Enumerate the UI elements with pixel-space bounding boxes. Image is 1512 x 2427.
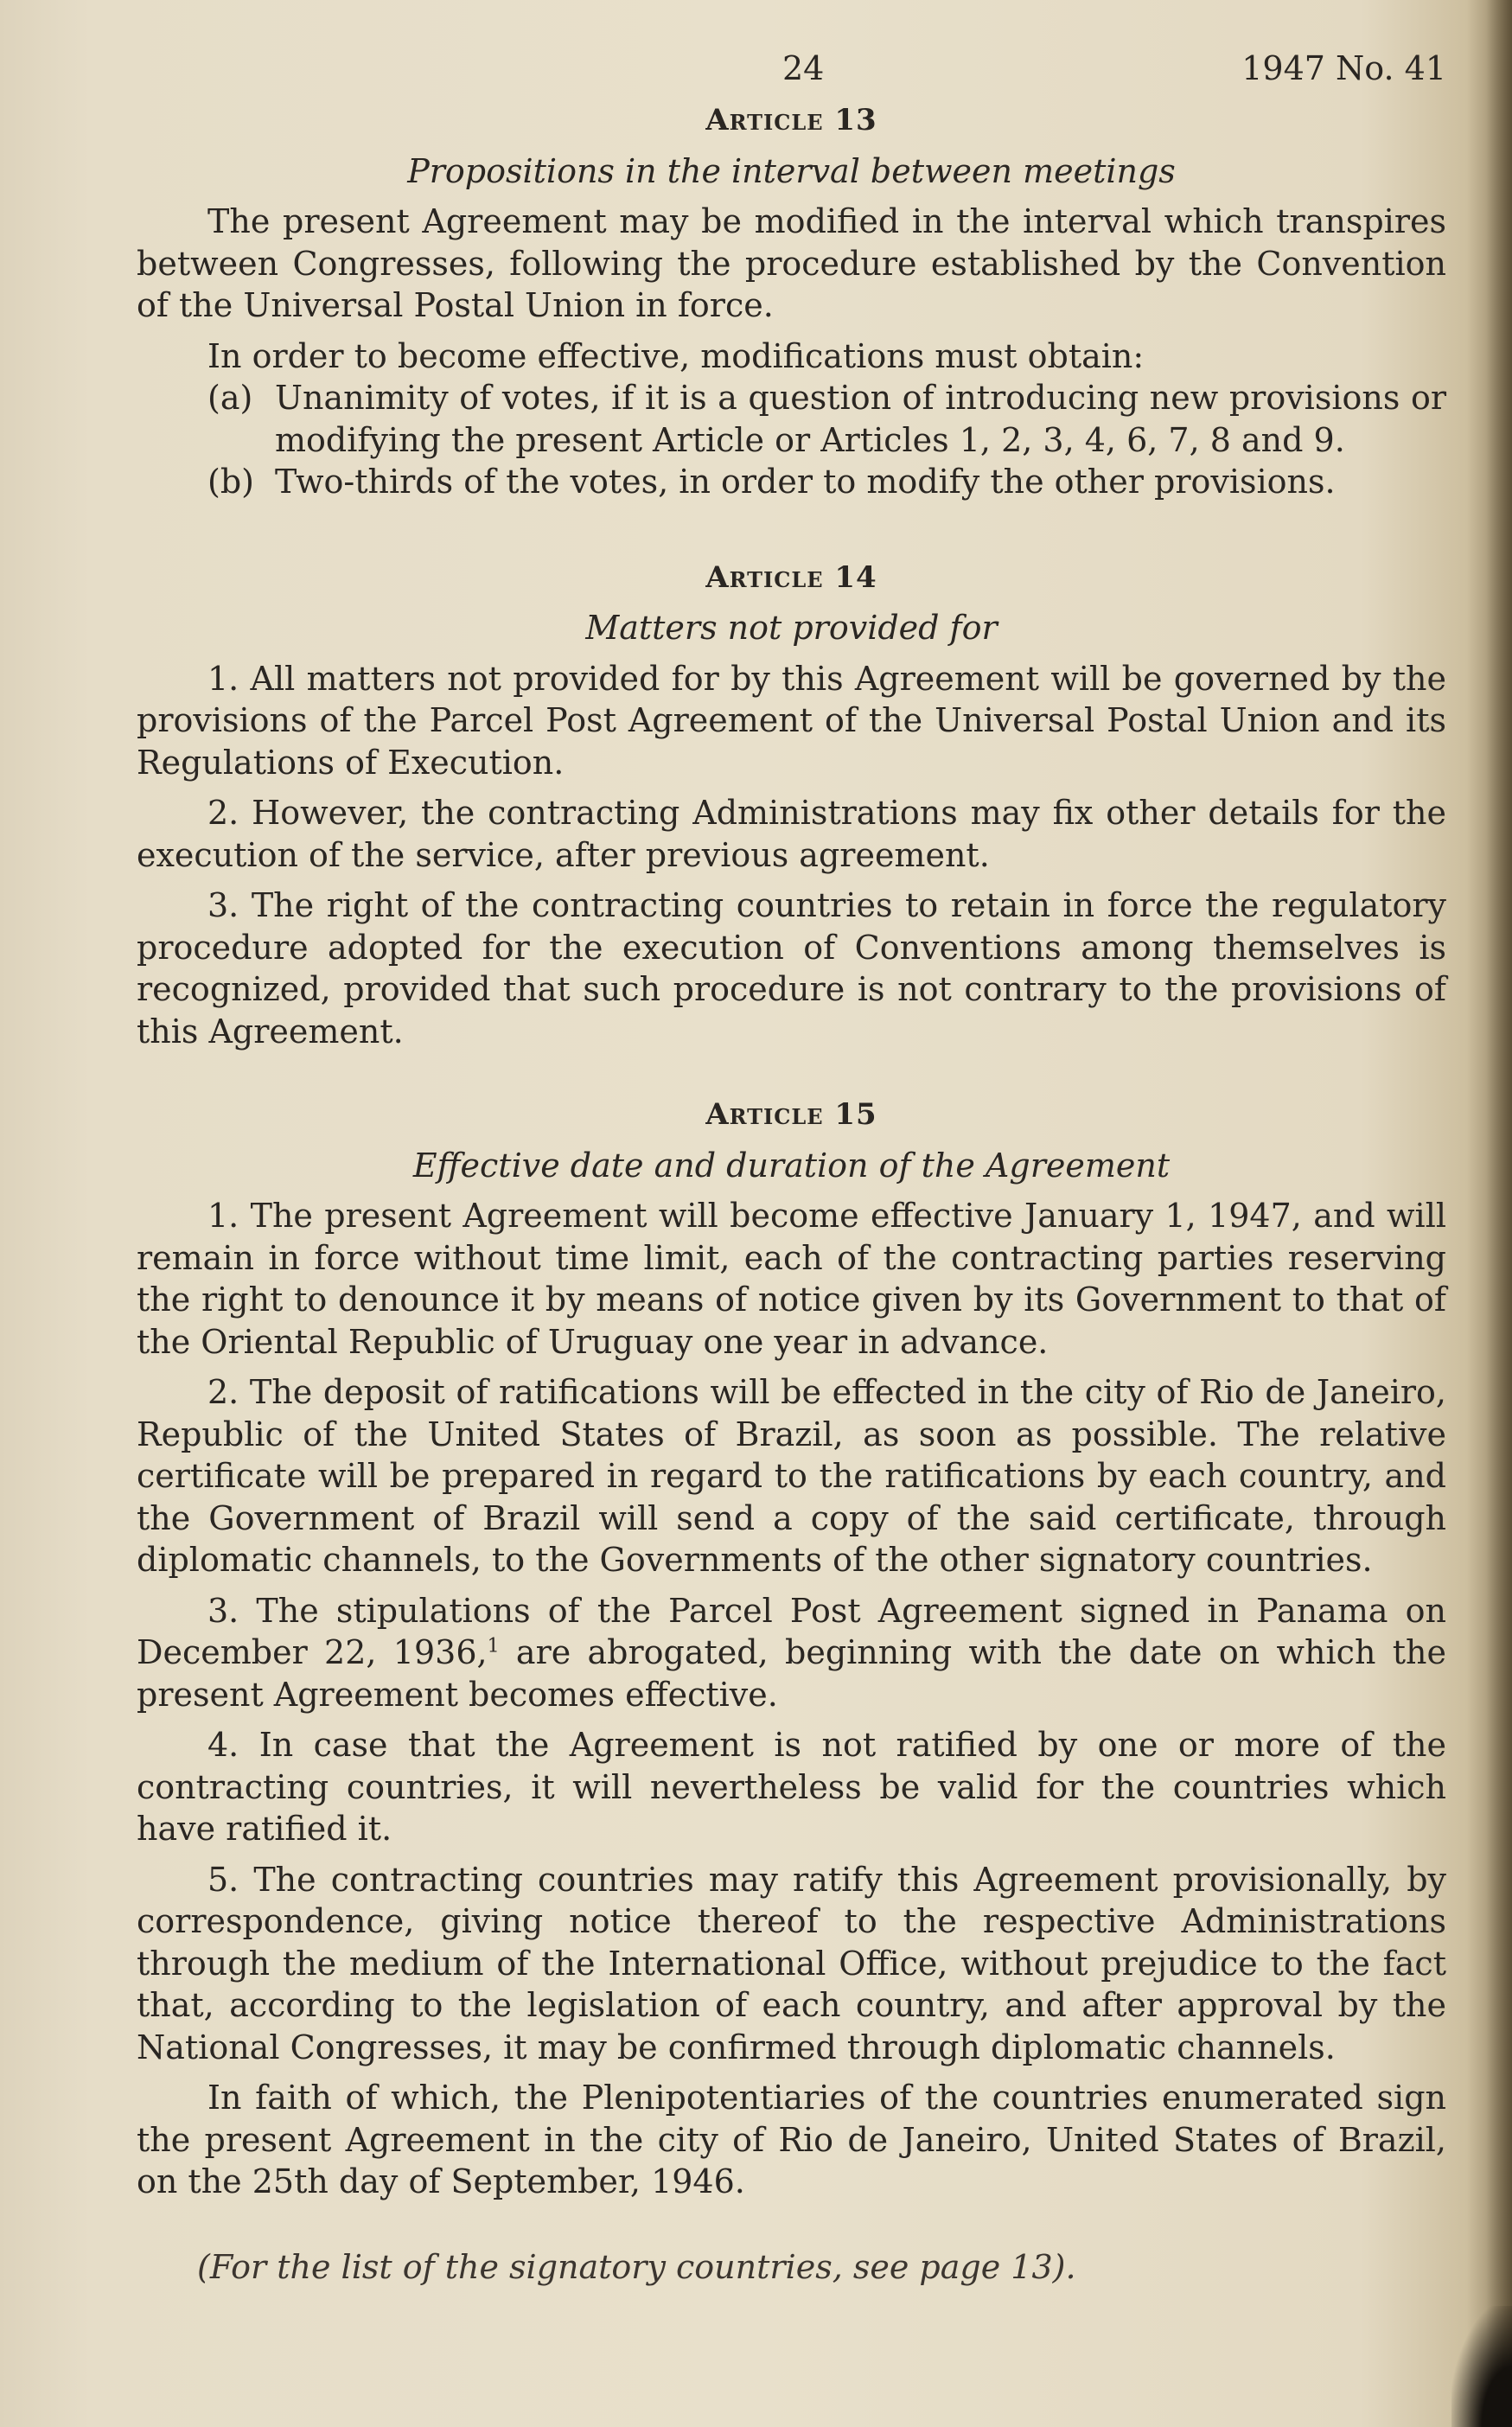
- signatory-note: (For the list of the signatory countries, see page 13).: [197, 2247, 1076, 2286]
- item-b-text: Two-thirds of the votes, in order to modify the other provisions.: [275, 463, 1336, 501]
- article-15-para-3: [137, 1590, 1446, 1716]
- running-head: 1947 No. 41: [1241, 49, 1446, 87]
- article-15: [137, 1094, 1446, 2203]
- article-14-para-3: 3. The right of the contracting countries to retain in force the regulatory procedure adopted for the execution of Conventions among themselves is recognized, provided that such procedure is not contrary to the provisions of this Agreement.: [137, 886, 1446, 1051]
- page-number: 24: [782, 49, 825, 87]
- article-13: [137, 99, 1446, 503]
- article-13-item-a: [137, 377, 1446, 461]
- item-b-label: (b): [207, 463, 254, 501]
- footnote-marker: 1: [487, 1635, 500, 1657]
- article-15-para-4: 4. In case that the Agreement is not ratified by one or more of the contracting countries, it will nevertheless be valid for the countries which have ratified it.: [137, 1726, 1446, 1848]
- article-13-subheading: Propositions in the interval between meetings: [407, 151, 1176, 190]
- item-a-text: Unanimity of votes, if it is a question of introducing new provisions or modifying the present Article or Articles 1, 2, 3, 4, 6, 7, 8 and 9.: [275, 379, 1446, 459]
- article-13-para-2: In order to become effective, modifications must obtain:: [207, 336, 1145, 375]
- binding-shadow: [1486, 0, 1512, 2427]
- item-a-label: (a): [207, 379, 253, 417]
- page-header: [137, 48, 1446, 99]
- article-14-heading: Article 14: [705, 559, 877, 595]
- article-13-item-b: [137, 461, 1446, 503]
- article-15-para-1: 1. The present Agreement will become effective January 1, 1947, and will remain in force without time limit, each of the contracting parties reserving the right to denounce it by means of notice given by its Government to that of the Oriental Republic of Uruguay one year in advance.: [137, 1197, 1446, 1361]
- para-3-text-start: 3. The stipulations of the Parcel Post Agreement signed in Panama on December 22, 1936,: [137, 1591, 1446, 1671]
- para-3-text-end: are abrogated, beginning with the date on which the present Agreement becomes effective.: [137, 1633, 1446, 1714]
- article-14-para-1: 1. All matters not provided for by this Agreement will be governed by the provisions of the Parcel Post Agreement of the Universal Postal Union and its Regulations of Execution.: [137, 659, 1446, 782]
- article-15-para-6: In faith of which, the Plenipotentiaries of the countries enumerated sign the present Agreement in the city of Rio de Janeiro, United States of Brazil, on the 25th day of September, 1946.: [137, 2079, 1446, 2200]
- article-13-heading: Article 13: [705, 103, 877, 137]
- article-15-para-5: 5. The contracting countries may ratify this Agreement provisionally, by correspondence, giving notice thereof to the respective Administrations through the medium of the International Office, without prejudice to the fact that, according to the legislation of each country, and after approval by the National Congresses, it may be confirmed through diplomatic channels.: [137, 1860, 1446, 2066]
- article-15-subheading: Effective date and duration of the Agreement: [412, 1146, 1171, 1185]
- article-15-para-2: 2. The deposit of ratifications will be effected in the city of Rio de Janeiro, Republic of the United States of Brazil, as soon as possible. The relative certificate will be prepared in regard to the ratifications by each country, and the Government of Brazil will send a copy of the said certificate, through diplomatic channels, to the Governments of the other signatory countries.: [137, 1373, 1446, 1579]
- article-14-para-2: 2. However, the contracting Administrations may fix other details for the execution of the service, after previous agreement.: [137, 794, 1446, 874]
- article-15-heading: Article 15: [705, 1097, 877, 1132]
- page-corner-shadow: [1451, 2306, 1512, 2427]
- document-body: [137, 48, 1446, 2288]
- article-13-para-1: The present Agreement may be modified in the interval which transpires between Congresses, following the procedure established by the Convention of the Universal Postal Union in force.: [137, 202, 1446, 324]
- article-14-subheading: Matters not provided for: [585, 609, 998, 647]
- article-14: [137, 557, 1446, 1053]
